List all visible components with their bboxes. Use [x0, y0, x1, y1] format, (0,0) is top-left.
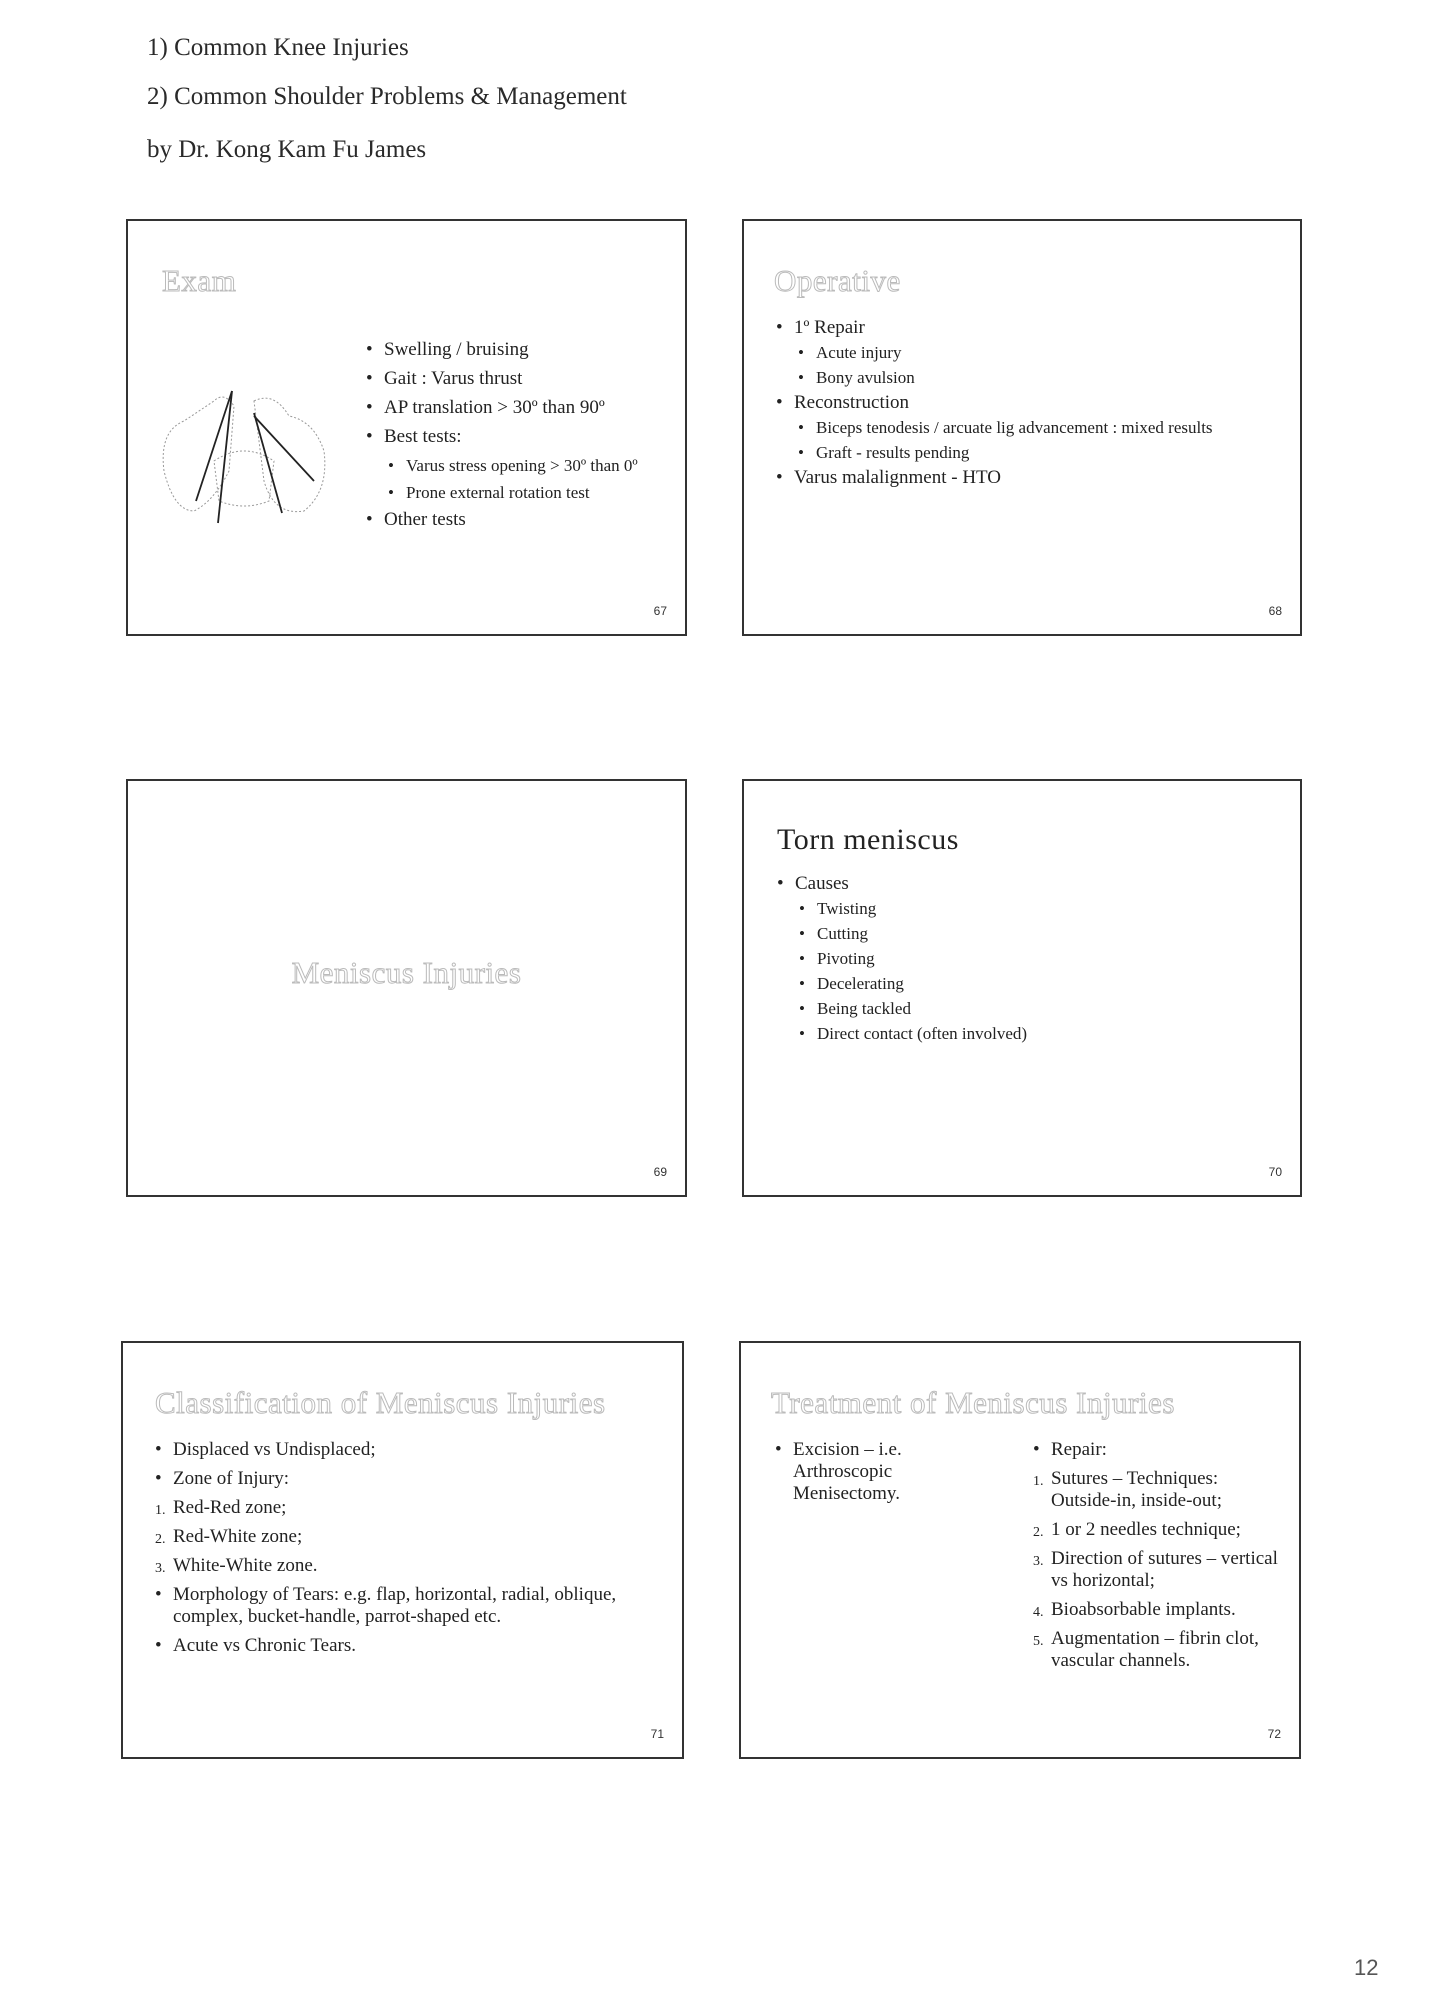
- bullet-item: • Swelling / bruising: [366, 339, 676, 361]
- item-number: 1.: [155, 1503, 166, 1518]
- item-text: Red-Red zone;: [173, 1497, 287, 1518]
- item-text: Bioabsorbable implants.: [1051, 1599, 1236, 1620]
- numbered-item: [1033, 1599, 1283, 1621]
- bullet-item: • Other tests: [366, 509, 676, 531]
- page-mark: 12: [1354, 1955, 1379, 1980]
- header-line-1: 1) Common Knee Injuries: [147, 34, 409, 61]
- bullet-item: • Decelerating: [777, 973, 1267, 995]
- slide-title: Treatment of Meniscus Injuries: [771, 1385, 1175, 1420]
- header-line-author: by Dr. Kong Kam Fu James: [147, 136, 427, 163]
- slide-number: 67: [653, 604, 667, 618]
- bullet-item: • Acute vs Chronic Tears.: [155, 1635, 655, 1657]
- item-number: 4.: [1033, 1605, 1044, 1620]
- slide-title: Operative: [774, 263, 901, 298]
- item-number: 1.: [1033, 1474, 1044, 1489]
- slide-title: Torn meniscus: [777, 823, 959, 856]
- slide-72: [739, 1341, 1301, 1759]
- item-text: White-White zone.: [173, 1555, 318, 1576]
- slide-number: 68: [1268, 604, 1282, 618]
- bullet-item: • Varus malalignment - HTO: [776, 467, 1266, 489]
- numbered-item: [155, 1497, 655, 1519]
- bullet-item: • Being tackled: [777, 998, 1267, 1020]
- slide-70: [742, 779, 1302, 1197]
- item-number: 5.: [1033, 1634, 1044, 1649]
- bullet-item: • Zone of Injury:: [155, 1468, 655, 1490]
- item-text: 1 or 2 needles technique;: [1051, 1519, 1241, 1540]
- bullet-item: • Biceps tenodesis / arcuate lig advancement : mixed results: [776, 417, 1266, 439]
- item-text: Direction of sutures – vertical vs horizontal;: [1051, 1548, 1278, 1591]
- slide-68: [742, 219, 1302, 636]
- bullet-item: • Cutting: [777, 923, 1267, 945]
- item-number: 3.: [1033, 1554, 1044, 1569]
- numbered-item: [1033, 1519, 1283, 1541]
- bullet-item: • Excision – i.e. Arthroscopic Menisectomy.: [775, 1439, 935, 1505]
- bullet-item: • Prone external rotation test: [366, 482, 676, 504]
- numbered-item: [155, 1526, 655, 1548]
- item-number: 3.: [155, 1561, 166, 1576]
- slide-number: 71: [650, 1727, 664, 1741]
- slide-67: [126, 219, 687, 636]
- bullet-item: • Morphology of Tears: e.g. flap, horizontal, radial, oblique, complex, bucket-handle, parrot-shaped etc.: [155, 1584, 655, 1628]
- bullet-item: • Displaced vs Undisplaced;: [155, 1439, 655, 1461]
- slide-title: Exam: [162, 263, 237, 298]
- item-number: 2.: [155, 1532, 166, 1547]
- slide-title: Classification of Meniscus Injuries: [155, 1385, 606, 1420]
- bullet-item: • Acute injury: [776, 342, 1266, 364]
- numbered-item: [155, 1555, 655, 1577]
- bullet-item: • Best tests:: [366, 426, 676, 448]
- item-number: 2.: [1033, 1525, 1044, 1540]
- header-line-2: 2) Common Shoulder Problems & Management: [147, 83, 627, 110]
- bullet-item: • 1º Repair: [776, 317, 1266, 339]
- bullet-item: • Gait : Varus thrust: [366, 368, 676, 390]
- item-text: Sutures – Techniques: Outside-in, inside-out;: [1051, 1468, 1222, 1511]
- slide-71: [121, 1341, 684, 1759]
- slide-title: Meniscus Injuries: [291, 955, 522, 990]
- slide-number: 72: [1267, 1727, 1281, 1741]
- slide-number: 70: [1268, 1165, 1282, 1179]
- bullet-item: • AP translation > 30º than 90º: [366, 397, 676, 419]
- bullet-item: • Twisting: [777, 898, 1267, 920]
- numbered-item: [1033, 1628, 1283, 1672]
- item-text: Red-White zone;: [173, 1526, 303, 1547]
- bullet-item: • Direct contact (often involved): [777, 1023, 1267, 1045]
- bullet-item: • Varus stress opening > 30º than 0º: [366, 455, 676, 477]
- bullet-item: • Pivoting: [777, 948, 1267, 970]
- bullet-item: • Graft - results pending: [776, 442, 1266, 464]
- numbered-item: [1033, 1468, 1283, 1512]
- knee-exam-illustration: [154, 381, 339, 526]
- item-text: Augmentation – fibrin clot, vascular channels.: [1051, 1628, 1259, 1671]
- slide-number: 69: [653, 1165, 667, 1179]
- numbered-item: [1033, 1548, 1283, 1592]
- bullet-item: • Causes: [777, 873, 1267, 895]
- bullet-item: • Repair:: [1033, 1439, 1283, 1461]
- bullet-item: • Reconstruction: [776, 392, 1266, 414]
- bullet-item: • Bony avulsion: [776, 367, 1266, 389]
- slide-69: [126, 779, 687, 1197]
